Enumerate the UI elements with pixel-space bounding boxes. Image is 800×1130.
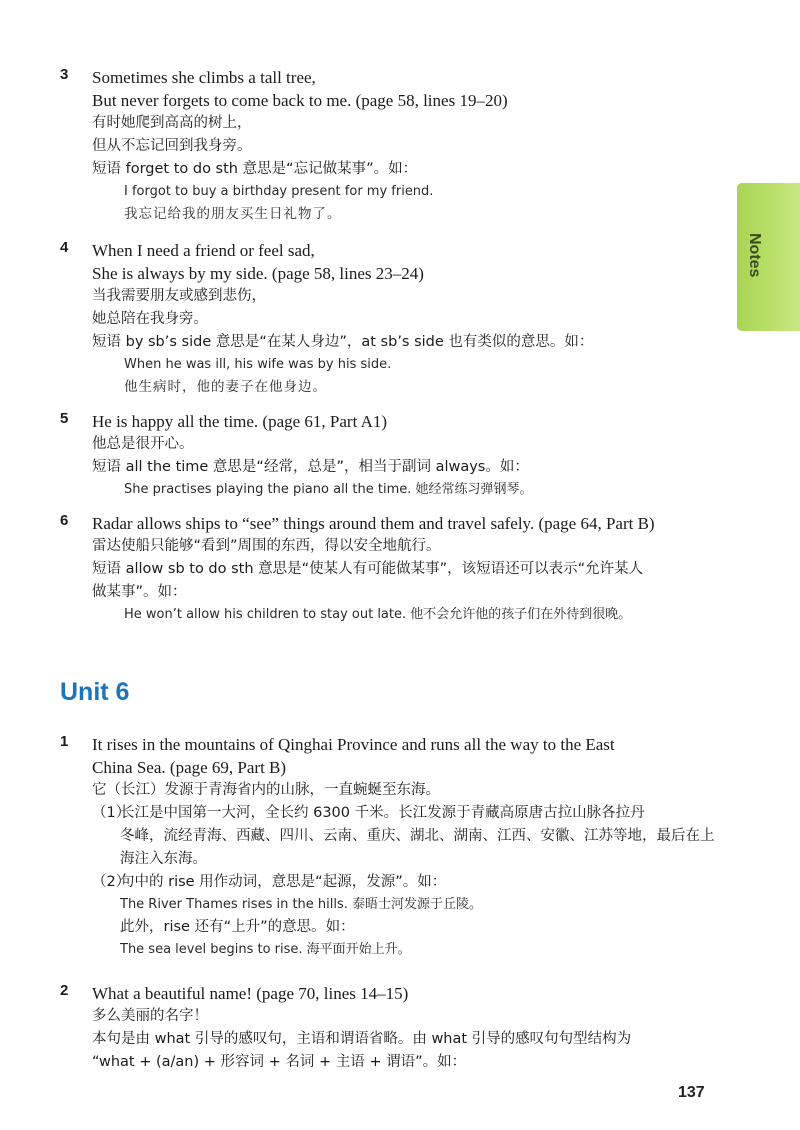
note-6 bbox=[60, 512, 720, 626]
note-explanation: 做某事”。如： bbox=[92, 584, 187, 600]
unit6-note-1 bbox=[60, 733, 720, 961]
example-sentence: The River Thames rises in the hills. 泰晤士河发源于丘陵。 bbox=[120, 897, 483, 912]
notes-tab-label: Notes bbox=[746, 233, 763, 278]
note-english-line: China Sea. (page 69, Part B) bbox=[92, 758, 287, 777]
note-explanation: 短语 allow sb to do sth 意思是“使某人有可能做某事”，该短语还可以表示“允许某人 bbox=[92, 561, 644, 577]
example-english: When he was ill, his wife was by his side. bbox=[124, 357, 392, 372]
page-number: 137 bbox=[678, 1084, 705, 1101]
note-4 bbox=[60, 239, 720, 398]
note-chinese-line: 多么美丽的名字！ bbox=[92, 1008, 208, 1024]
note-explanation: 短语 forget to do sth 意思是“忘记做某事”。如： bbox=[92, 161, 418, 177]
note-number: 4 bbox=[60, 239, 69, 256]
note-explanation: 本句是由 what 引导的感叹句，主语和谓语省略。由 what 引导的感叹句句型结构为 bbox=[92, 1031, 632, 1047]
sub-note-line: 海注入东海。 bbox=[120, 851, 207, 867]
sub-note-line: 长江是中国第一大河，全长约 6300 千米。长江发源于青藏高原唐古拉山脉各拉丹 bbox=[120, 805, 645, 821]
example-chinese: 我忘记给我的朋友买生日礼物了。 bbox=[124, 206, 342, 222]
note-number: 6 bbox=[60, 512, 69, 529]
note-chinese-line: 但从不忘记回到我身旁。 bbox=[92, 138, 252, 154]
example-sentence: He won’t allow his children to stay out late. 他不会允许他的孩子们在外待到很晚。 bbox=[124, 607, 632, 622]
note-english-line: What a beautiful name! (page 70, lines 14–15) bbox=[92, 984, 409, 1003]
note-number: 3 bbox=[60, 66, 69, 83]
note-english-line: Sometimes she climbs a tall tree, bbox=[92, 68, 316, 87]
example-chinese: 他生病时，他的妻子在他身边。 bbox=[124, 379, 327, 395]
sub-note-number: （1） bbox=[92, 805, 131, 821]
note-number: 5 bbox=[60, 410, 69, 427]
note-english-line: Radar allows ships to “see” things around them and travel safely. (page 64, Part B) bbox=[92, 514, 655, 533]
note-english-line: She is always by my side. (page 58, lines 23–24) bbox=[92, 264, 424, 283]
example-sentence: She practises playing the piano all the time. 她经常练习弹钢琴。 bbox=[124, 482, 533, 497]
sub-note-2 bbox=[92, 871, 720, 961]
note-explanation: 短语 all the time 意思是“经常，总是”，相当于副词 always。如： bbox=[92, 459, 529, 475]
note-chinese-line: 有时她爬到高高的树上， bbox=[92, 115, 252, 131]
example-english: I forgot to buy a birthday present for my friend. bbox=[124, 184, 434, 199]
example-sentence: The sea level begins to rise. 海平面开始上升。 bbox=[120, 942, 411, 957]
sub-note-line: 冬峰，流经青海、西藏、四川、云南、重庆、湖北、湖南、江西、安徽、江苏等地，最后在上 bbox=[120, 828, 715, 844]
sub-note-line: 句中的 rise 用作动词，意思是“起源，发源”。如： bbox=[120, 874, 447, 890]
notes-side-tab bbox=[737, 183, 800, 331]
unit6-note-2 bbox=[60, 982, 720, 1074]
note-explanation: 短语 by sb’s side 意思是“在某人身边”，at sb’s side 也有类似的意思。如： bbox=[92, 334, 594, 350]
note-english-line: When I need a friend or feel sad, bbox=[92, 241, 315, 260]
note-explanation: “what + (a/an) + 形容词 + 名词 + 主语 + 谓语”。如： bbox=[92, 1054, 467, 1070]
note-5 bbox=[60, 410, 720, 501]
note-number: 1 bbox=[60, 733, 69, 750]
note-english-line: It rises in the mountains of Qinghai Province and runs all the way to the East bbox=[92, 735, 615, 754]
note-chinese-line: 她总陪在我身旁。 bbox=[92, 311, 208, 327]
sub-note-1 bbox=[92, 802, 720, 871]
unit-title: Unit 6 bbox=[60, 678, 130, 706]
note-english-line: But never forgets to come back to me. (page 58, lines 19–20) bbox=[92, 91, 508, 110]
note-3 bbox=[60, 66, 720, 225]
note-chinese-line: 雷达使船只能够“看到”周围的东西，得以安全地航行。 bbox=[92, 538, 441, 554]
note-chinese-line: 当我需要朋友或感到悲伤， bbox=[92, 288, 266, 304]
note-chinese-line: 他总是很开心。 bbox=[92, 436, 194, 452]
note-number: 2 bbox=[60, 982, 69, 999]
sub-note-number: （2） bbox=[92, 874, 131, 890]
note-english-line: He is happy all the time. (page 61, Part A1) bbox=[92, 412, 388, 431]
sub-note-line: 此外，rise 还有“上升”的意思。如： bbox=[120, 919, 355, 935]
note-chinese-line: 它（长江）发源于青海省内的山脉，一直蜿蜒至东海。 bbox=[92, 782, 440, 798]
